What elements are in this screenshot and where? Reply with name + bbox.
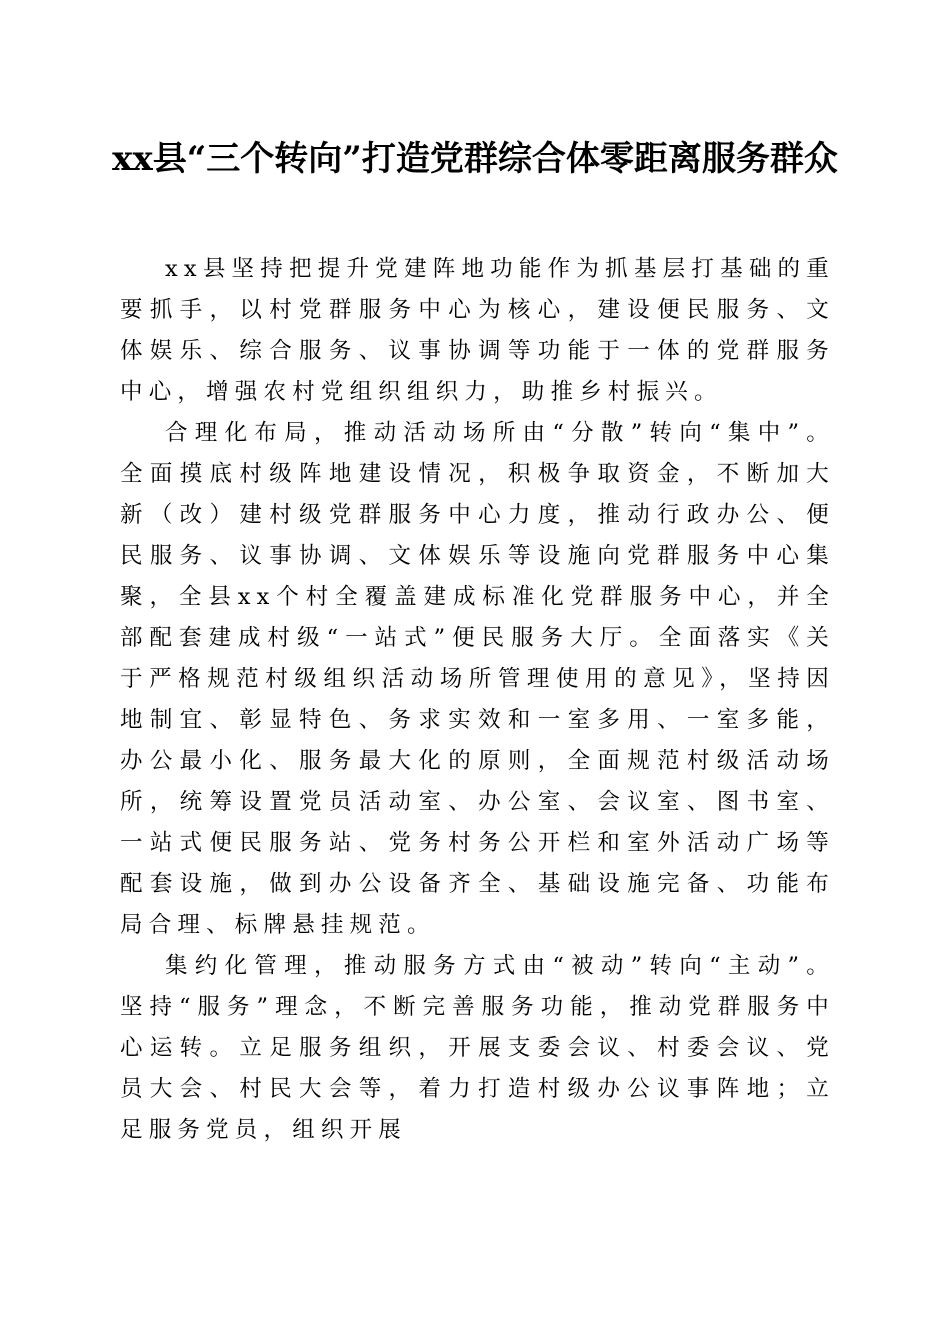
paragraph-management: 集约化管理，推动服务方式由“被动”转向“主动”。坚持“服务”理念，不断完善服务功能，推动党群服务中心运转。立足服务组织，开展支委会议、村委会议、党员大会、村民大会等，着力打造村级办公议事阵地；立足服务党员，组织开展 [120,953,835,1143]
paragraph-intro: xx县坚持把提升党建阵地功能作为抓基层打基础的重要抓手，以村党群服务中心为核心，建设便民服务、文体娱乐、综合服务、议事协调等功能于一体的党群服务中心，增强农村党组织组织力，助推乡村振兴。 [120,256,835,405]
document-title: xx县“三个转向”打造党群综合体零距离服务群众 [112,139,838,179]
document-body [120,249,835,1151]
paragraph-layout: 合理化布局，推动活动场所由“分散”转向“集中”。全面摸底村级阵地建设情况，积极争取资金，不断加大新（改）建村级党群服务中心力度，推动行政办公、便民服务、议事协调、文体娱乐等设施向党群服务中心集聚，全县xx个村全覆盖建成标准化党群服务中心，并全部配套建成村级“一站式”便民服务大厅。全面落实《关于严格规范村级组织活动场所管理使用的意见》，坚持因地制宜、彰显特色、务求实效和一室多用、一室多能，办公最小化、服务最大化的原则，全面规范村级活动场所，统筹设置党员活动室、办公室、会议室、图书室、一站式便民服务站、党务村务公开栏和室外活动广场等配套设施，做到办公设备齐全、基础设施完备、功能布局合理、标牌悬挂规范。 [120,420,835,938]
